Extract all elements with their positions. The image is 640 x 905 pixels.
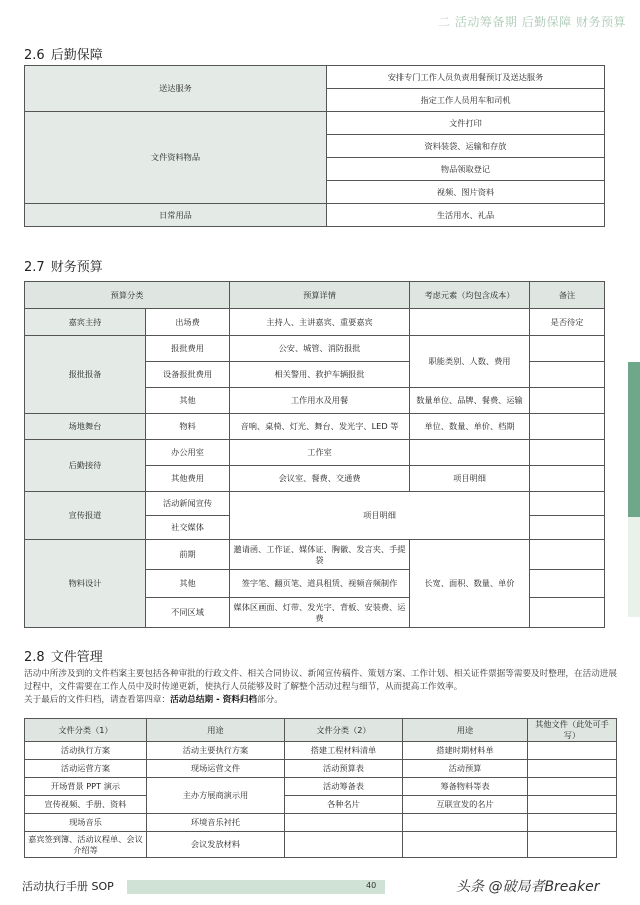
watermark: 头条 @破局者Breaker bbox=[456, 879, 600, 895]
table-cell bbox=[530, 598, 605, 628]
file-table bbox=[24, 718, 617, 858]
table-cell: 相关警用、救护车辆报批 bbox=[230, 362, 410, 388]
table-cell: 后勤接待 bbox=[25, 440, 146, 492]
chapter-header bbox=[0, 0, 640, 34]
table-cell: 活动新闻宣传 bbox=[146, 492, 230, 516]
table-cell bbox=[528, 742, 617, 760]
side-progress-accent bbox=[628, 362, 640, 517]
section-heading-2-8: 2.8 文件管理 bbox=[24, 650, 103, 665]
table-cell: 其他 bbox=[146, 388, 230, 414]
table-cell: 会议发放材料 bbox=[147, 832, 285, 858]
table-cell bbox=[528, 796, 617, 814]
table-cell: 环境音乐衬托 bbox=[147, 814, 285, 832]
table-cell: 各种名片 bbox=[285, 796, 403, 814]
archive-reference: 活动总结期 - 资料归档 bbox=[170, 695, 258, 705]
table-cell: 物品领取登记 bbox=[327, 158, 605, 181]
table-cell bbox=[285, 814, 403, 832]
table-cell: 搭建时期材料单 bbox=[403, 742, 528, 760]
table-cell: 工作用水及用餐 bbox=[230, 388, 410, 414]
table-cell: 媒体区画面、灯带、发光字、背板、安装费、运费 bbox=[230, 598, 410, 628]
section-heading-2-7: 2.7 财务预算 bbox=[24, 260, 103, 275]
table-cell: 送达服务 bbox=[25, 66, 327, 112]
table-cell: 报批费用 bbox=[146, 336, 230, 362]
table-cell: 宣传报道 bbox=[25, 492, 146, 540]
table-cell bbox=[530, 492, 605, 516]
table-cell: 音响、桌椅、灯光、舞台、发光字、LED 等 bbox=[230, 414, 410, 440]
table-cell: 现场运营文件 bbox=[147, 760, 285, 778]
table-cell: 职能类别、人数、费用 bbox=[410, 336, 530, 388]
table-cell bbox=[530, 362, 605, 388]
table-header: 备注 bbox=[530, 282, 605, 309]
table-cell bbox=[410, 440, 530, 466]
table-cell: 嘉宾主持 bbox=[25, 309, 146, 336]
table-cell: 嘉宾签到簿、活动议程单、会议介绍等 bbox=[25, 832, 147, 858]
table-cell: 报批报备 bbox=[25, 336, 146, 414]
table-cell: 工作室 bbox=[230, 440, 410, 466]
table-cell bbox=[530, 414, 605, 440]
table-cell bbox=[410, 309, 530, 336]
page-footer bbox=[0, 872, 640, 898]
file-management-paragraph: 活动中所涉及到的文件档案主要包括各种审批的行政文件、相关合同协议、新闻宣传稿件、策划方案、工作计划、相关证件票据等需要及时整理，在活动进展过程中，文件需要在工作人员中及时传递更新，使执行人员能够及时了解整个活动过程与细节，从而提高工作效率。 关于最后的文件归档，请查看第四章：活动总结期 - 资料归档部分。 bbox=[24, 669, 617, 705]
table-cell: 宣传视频、手册、资料 bbox=[25, 796, 147, 814]
table-cell bbox=[530, 516, 605, 540]
side-progress-bar bbox=[628, 362, 640, 617]
table-cell: 办公用室 bbox=[146, 440, 230, 466]
table-cell: 互联宣发的名片 bbox=[403, 796, 528, 814]
table-cell bbox=[528, 778, 617, 796]
table-header: 预算分类 bbox=[25, 282, 230, 309]
table-cell: 日常用品 bbox=[25, 204, 327, 227]
table-cell: 设备报批费用 bbox=[146, 362, 230, 388]
table-cell bbox=[530, 388, 605, 414]
table-cell: 指定工作人员用车和司机 bbox=[327, 89, 605, 112]
table-header: 用途 bbox=[403, 719, 528, 742]
table-cell: 生活用水、礼品 bbox=[327, 204, 605, 227]
table-cell: 物料 bbox=[146, 414, 230, 440]
budget-table bbox=[24, 281, 605, 628]
table-cell: 资料装袋、运输和存放 bbox=[327, 135, 605, 158]
table-cell: 筹备物料等表 bbox=[403, 778, 528, 796]
table-cell: 其他费用 bbox=[146, 466, 230, 492]
table-cell: 其他 bbox=[146, 570, 230, 598]
footer-title: 活动执行手册 SOP bbox=[22, 880, 114, 893]
table-cell: 活动执行方案 bbox=[25, 742, 147, 760]
table-cell: 文件打印 bbox=[327, 112, 605, 135]
logistics-table bbox=[24, 65, 605, 227]
table-cell bbox=[403, 814, 528, 832]
table-cell bbox=[528, 814, 617, 832]
table-cell: 主办方展商演示用 bbox=[147, 778, 285, 814]
table-cell: 安排专门工作人员负责用餐预订及送达服务 bbox=[327, 66, 605, 89]
table-header: 用途 bbox=[147, 719, 285, 742]
footer-bar bbox=[127, 880, 385, 894]
table-cell: 前期 bbox=[146, 540, 230, 570]
table-cell: 开场背景 PPT 演示 bbox=[25, 778, 147, 796]
table-cell: 社交媒体 bbox=[146, 516, 230, 540]
table-cell bbox=[530, 440, 605, 466]
table-header: 其他文件（此处可手写） bbox=[528, 719, 617, 742]
table-cell: 单位、数量、单价、档期 bbox=[410, 414, 530, 440]
table-cell: 签字笔、翻页笔、道具租赁、视频音频制作 bbox=[230, 570, 410, 598]
table-cell: 公安、城管、消防报批 bbox=[230, 336, 410, 362]
table-cell: 数量单位、品牌、餐费、运输 bbox=[410, 388, 530, 414]
table-header: 文件分类（2） bbox=[285, 719, 403, 742]
table-cell: 主持人、主讲嘉宾、重要嘉宾 bbox=[230, 309, 410, 336]
table-cell bbox=[530, 540, 605, 570]
table-cell: 文件资料物品 bbox=[25, 112, 327, 204]
table-cell: 会议室、餐费、交通费 bbox=[230, 466, 410, 492]
table-header: 考虑元素（均包含成本） bbox=[410, 282, 530, 309]
table-cell: 现场音乐 bbox=[25, 814, 147, 832]
table-cell: 不同区域 bbox=[146, 598, 230, 628]
table-header: 预算详情 bbox=[230, 282, 410, 309]
table-cell bbox=[530, 336, 605, 362]
table-cell: 活动筹备表 bbox=[285, 778, 403, 796]
table-cell: 是否待定 bbox=[530, 309, 605, 336]
table-cell: 场地舞台 bbox=[25, 414, 146, 440]
chapter-header-bar bbox=[400, 8, 640, 34]
table-cell: 项目明细 bbox=[230, 492, 530, 540]
table-cell: 长宽、面积、数量、单价 bbox=[410, 540, 530, 628]
page-number: 40 bbox=[366, 881, 377, 890]
table-cell: 搭建工程材料清单 bbox=[285, 742, 403, 760]
table-cell: 邀请函、工作证、媒体证、胸徽、发言夹、手提袋 bbox=[230, 540, 410, 570]
table-cell bbox=[528, 832, 617, 858]
table-cell: 活动主要执行方案 bbox=[147, 742, 285, 760]
table-cell bbox=[530, 570, 605, 598]
table-cell: 视频、图片资料 bbox=[327, 181, 605, 204]
table-cell: 活动预算表 bbox=[285, 760, 403, 778]
table-cell bbox=[285, 832, 403, 858]
table-cell: 物料设计 bbox=[25, 540, 146, 628]
table-cell: 项目明细 bbox=[410, 466, 530, 492]
table-cell bbox=[530, 466, 605, 492]
table-cell: 活动预算 bbox=[403, 760, 528, 778]
table-cell bbox=[528, 760, 617, 778]
table-cell: 活动运营方案 bbox=[25, 760, 147, 778]
chapter-title: 二 活动筹备期 后勤保障 财务预算 bbox=[438, 15, 626, 29]
table-cell: 出场费 bbox=[146, 309, 230, 336]
table-cell bbox=[403, 832, 528, 858]
table-header: 文件分类（1） bbox=[25, 719, 147, 742]
section-heading-2-6: 2.6 后勤保障 bbox=[24, 48, 103, 63]
